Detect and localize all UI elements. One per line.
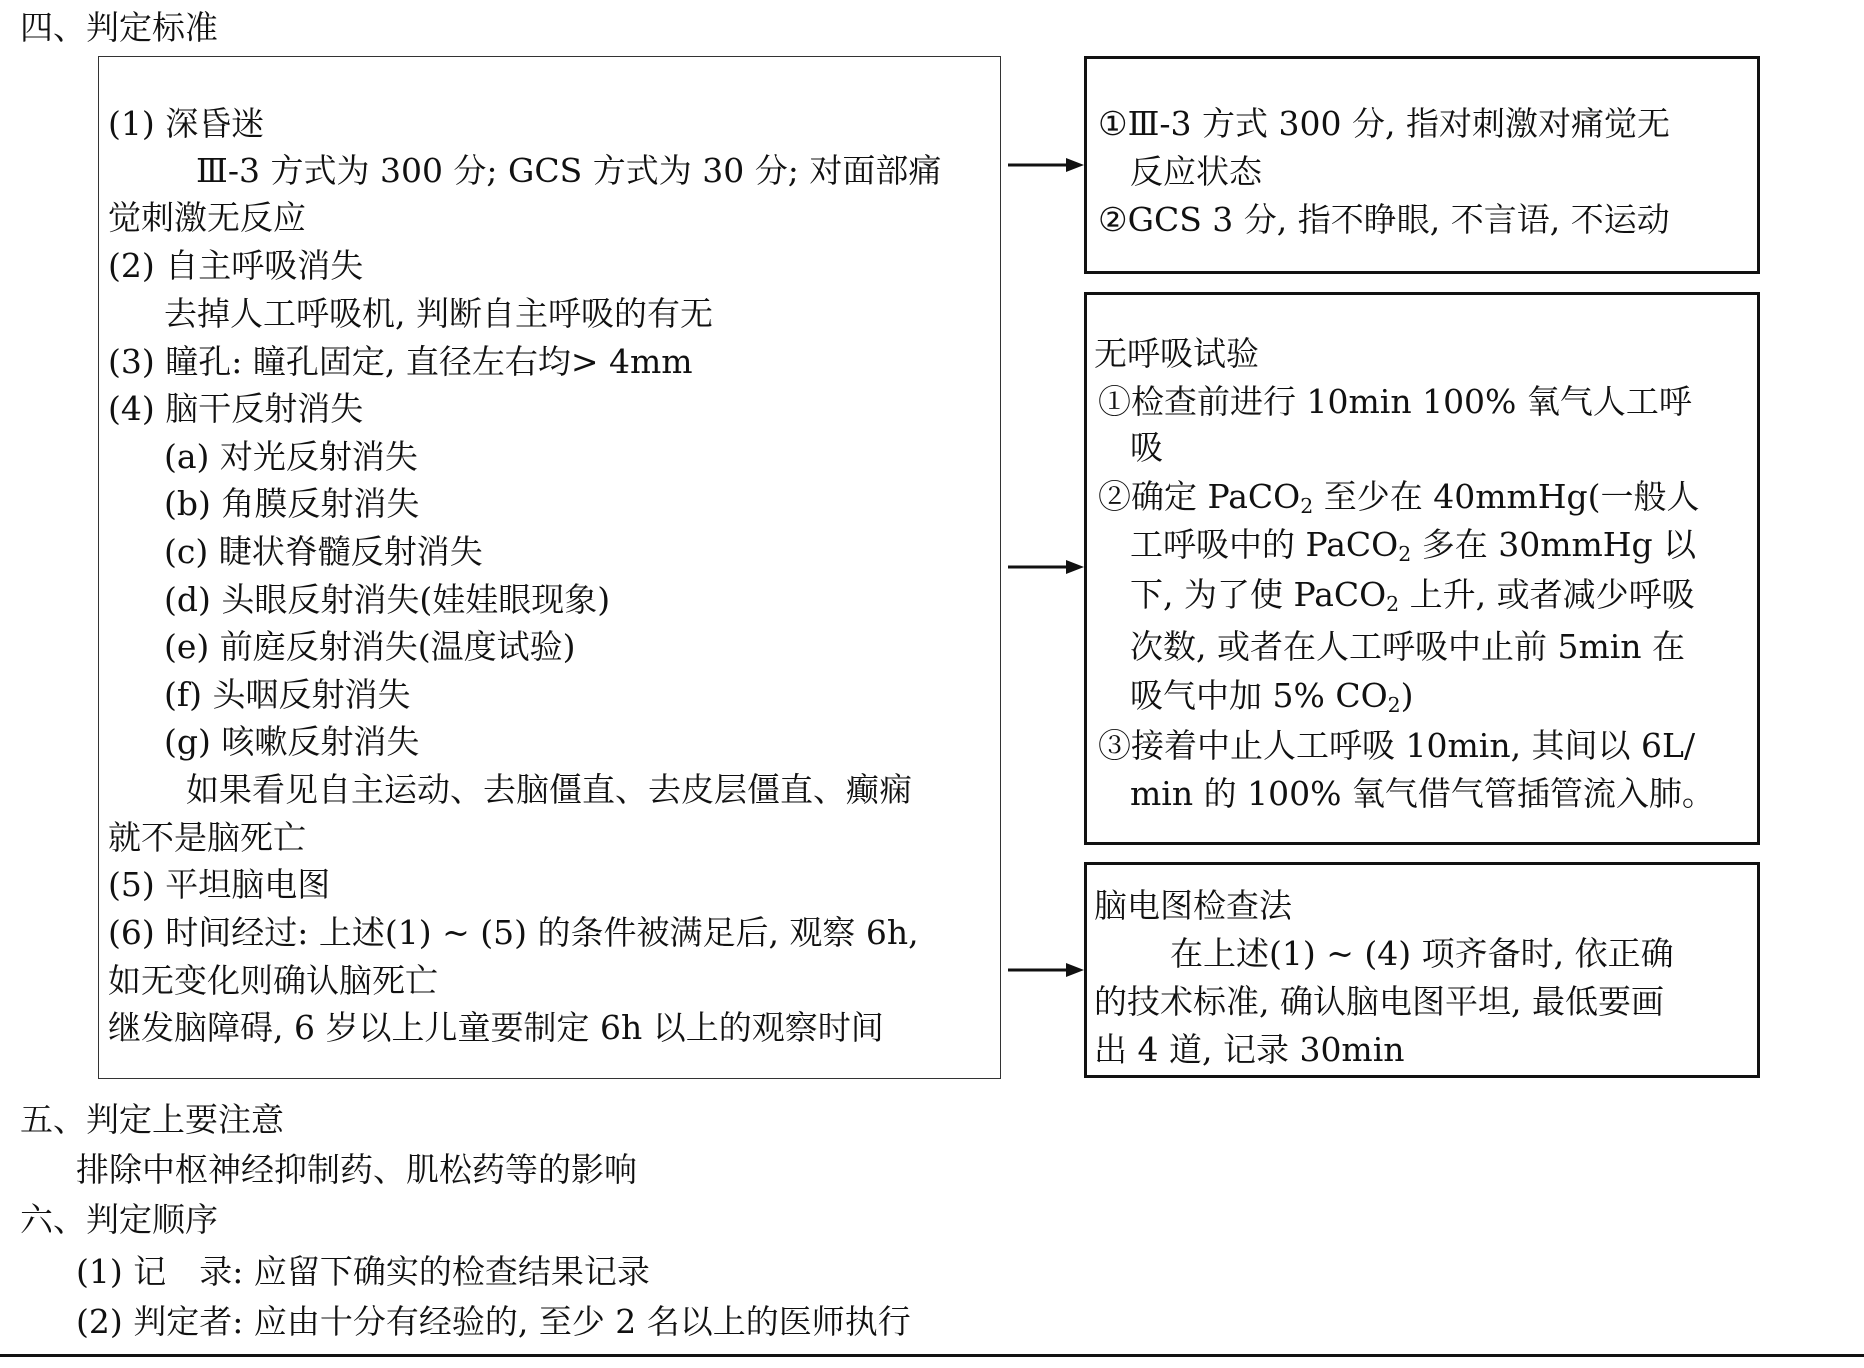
apnea-line-1: ①检查前进行 10min 100% 氧气人工呼 [1098, 382, 1692, 421]
reflex-item-a: (a) 对光反射消失 [164, 437, 418, 476]
reflex-item-b: (b) 角膜反射消失 [164, 484, 420, 523]
criterion-6-line-3: 继发脑障碍, 6 岁以上儿童要制定 6h 以上的观察时间 [108, 1008, 884, 1047]
criterion-4-note-line-1: 如果看见自主运动、去脑僵直、去皮层僵直、癫痫 [186, 770, 912, 809]
criterion-3: (3) 瞳孔: 瞳孔固定, 直径左右均> 4mm [108, 342, 693, 381]
criterion-2-line-1: 去掉人工呼吸机, 判断自主呼吸的有无 [164, 294, 713, 333]
criterion-6-line-2: 如无变化则确认脑死亡 [108, 961, 438, 1000]
reflex-item-f: (f) 头咽反射消失 [164, 675, 411, 714]
apnea-line-3: ②确定 PaCO$_2$ 至少在 40mmHg(一般人 [1098, 477, 1700, 519]
criterion-1-line-2: 觉刺激无反应 [108, 198, 306, 237]
criterion-4-title: (4) 脑干反射消失 [108, 389, 364, 428]
criterion-2-title: (2) 自主呼吸消失 [108, 246, 364, 285]
eeg-method-title: 脑电图检查法 [1094, 886, 1292, 925]
section-5-heading: 五、判定上要注意 [20, 1100, 284, 1139]
apnea-line-5: 下, 为了使 PaCO$_2$ 上升, 或者减少呼吸 [1130, 575, 1695, 617]
reflex-item-c: (c) 睫状脊髓反射消失 [164, 532, 483, 571]
coma-note-line-3: ②GCS 3 分, 指不睁眼, 不言语, 不运动 [1098, 200, 1670, 239]
section-5-text: 排除中枢神经抑制药、肌松药等的影响 [76, 1150, 637, 1189]
arrow-right-icon [1008, 960, 1084, 980]
arrow-right-icon [1008, 557, 1084, 577]
section-6-heading: 六、判定顺序 [20, 1200, 218, 1239]
criterion-4-note-line-2: 就不是脑死亡 [108, 818, 306, 857]
apnea-line-9: min 的 100% 氧气借气管插管流入肺。 [1130, 774, 1715, 813]
eeg-line-1: 在上述(1) ~ (4) 项齐备时, 依正确 [1170, 934, 1674, 973]
apnea-line-6: 次数, 或者在人工呼吸中止前 5min 在 [1130, 627, 1686, 666]
reflex-item-e: (e) 前庭反射消失(温度试验) [164, 627, 576, 666]
apnea-line-8: ③接着中止人工呼吸 10min, 其间以 6L/ [1098, 726, 1696, 765]
criterion-1-line-1: Ⅲ-3 方式为 300 分; GCS 方式为 30 分; 对面部痛 [196, 151, 942, 190]
arrow-right-icon [1008, 155, 1084, 175]
criterion-5: (5) 平坦脑电图 [108, 865, 331, 904]
criterion-6-line-1: (6) 时间经过: 上述(1) ~ (5) 的条件被满足后, 观察 6h, [108, 913, 919, 952]
coma-note-line-1: ①Ⅲ-3 方式 300 分, 指对刺激对痛觉无 [1098, 104, 1670, 143]
eeg-line-2: 的技术标准, 确认脑电图平坦, 最低要画 [1094, 982, 1664, 1021]
reflex-item-g: (g) 咳嗽反射消失 [164, 722, 420, 761]
procedure-item-1: (1) 记 录: 应留下确实的检查结果记录 [76, 1252, 650, 1291]
reflex-item-d: (d) 头眼反射消失(娃娃眼现象) [164, 580, 611, 619]
apnea-test-title: 无呼吸试验 [1094, 334, 1259, 373]
section-4-heading: 四、判定标准 [20, 8, 218, 47]
procedure-item-2: (2) 判定者: 应由十分有经验的, 至少 2 名以上的医师执行 [76, 1302, 911, 1341]
criterion-1-title: (1) 深昏迷 [108, 104, 265, 143]
eeg-line-3: 出 4 道, 记录 30min [1094, 1030, 1405, 1069]
coma-note-line-2: 反应状态 [1130, 152, 1262, 191]
apnea-line-2: 吸 [1130, 428, 1163, 467]
apnea-line-7: 吸气中加 5% $CO_2$) [1130, 676, 1414, 718]
apnea-line-4: 工呼吸中的 PaCO$_2$ 多在 30mmHg 以 [1130, 525, 1697, 567]
bottom-rule [0, 1354, 1864, 1357]
